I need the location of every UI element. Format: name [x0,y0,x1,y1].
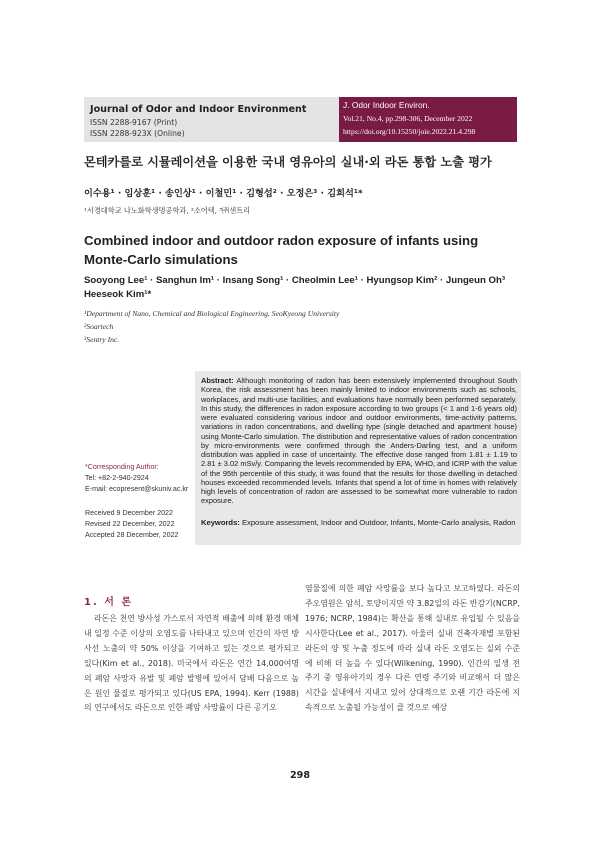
abstract-text: Although monitoring of radon has been extensively implemented throughout South Korea, the risk assessment has been mainly limited to indoor environments such as schools, workplaces, and multi-use facilities, and evaluations have normally been performed separately. In this study, the differences in radon exposure according to two groups (< 1 and 1-6 years old) were evaluated considering various indoor and outdoor environments, time-activity patterns, variations in radon concentrations, and dwelling type (single detached and apartment house) using Monte-Carlo simulation. The distribution and representative values of radon concentration by micro-environments were confirmed through the Anders-Darling test, and a uniform distribution was applied in case of uncertainty. The effective dose ranged from 1.81 ± 1.19 to 2.81 ± 3.02 mSv/y. Comparing the levels recommended by EPA, WHO, and ICRP with the value of the 95th percentile of this study, it was found that the results for those dwelling in detached houses exceeded recommended levels. Infants that spend a lot of time in homes with relatively high levels of concentration of radon are assessed to be somewhat more vulnerable to radon exposure. [201,376,517,506]
revised-date: Revised 22 December, 2022 [85,520,175,528]
citation-journal: J. Odor Indoor Environ. [343,100,430,110]
corresponding-tel: Tel: +82-2-940-2924 [85,474,149,482]
issn-online: ISSN 2288-923X (Online) [90,129,185,138]
abstract-label: Abstract: [201,376,234,385]
keywords-label: Keywords: [201,518,240,527]
keywords [201,518,519,528]
body-column-right: 염물질에 의한 폐암 사망률을 보다 높다고 보고하였다. 라돈의 주오염원은 암석, 토양이지만 약 3.82일의 라돈 반감기(NCRP, 1976; NCRP, 1984)는 확산을 통해 실내로 유입될 수 있음을 시사한다(Lee et al., 2017). 아울러 실내 건축자재별 포함된 라돈의 양 및 누출 정도에 따라 실내 라돈 오염도는 실외 수준에 비해 더 높을 수 있다(Wilkening, 1990). 인간의 일생 전 주기 중 영유아기의 경우 다른 연령 주기와 비교해서 더 많은 시간을 실내에서 지내고 있어 상대적으로 오랜 기간 라돈에 지속적으로 노출될 가능성이 클 것으로 예상 [305,584,520,713]
body-column-left: 라돈은 천연 방사성 가스로서 자연적 배출에 의해 환경 매체 내 일정 수준 이상의 오염도를 나타내고 있으며 인간의 자연 방사선 노출의 약 50% 이상을 기여하고 있는 것으로 평가되고 있다(Kim et al., 2018). 미국에서 라돈은 연간 14,000여명의 폐암 사망자 유발 및 폐암 발병에 있어서 담배 다음으로 높은 원인 물질로 평가되고 있다(US EPA, 1994). Kerr (1988)의 연구에서도 라돈으로 인한 폐암 사망률이 다른 공기오 [84,614,299,713]
section-heading-introduction: 1. 서 론 [84,597,134,608]
citation-volume: Vol.21, No.4, pp.298-306, December 2022 [343,114,473,123]
english-affiliation-2: ²Soartech [84,322,114,331]
english-authors-line1: Sooyong Lee¹ · Sanghun Im¹ · Insang Song¹ · Cheolmin Lee¹ · Hyungsop Kim² · Jungeun Oh³ [84,275,506,286]
issn-print: ISSN 2288-9167 (Print) [90,118,178,127]
english-affiliation-3: ³Sentry Inc. [84,335,120,344]
corresponding-author-label: *Corresponding Author: [85,463,159,471]
received-date: Received 9 December 2022 [85,509,173,517]
english-authors-line2: Heeseok Kim¹* [84,289,152,300]
journal-name: Journal of Odor and Indoor Environment [90,104,307,115]
accepted-date: Accepted 28 December, 2022 [85,531,179,539]
english-affiliation-1: ¹Department of Nano, Chemical and Biological Engineering, SeoKyeong University [84,309,340,318]
abstract [201,376,517,506]
corresponding-email[interactable]: E-mail: ecopresent@skuniv.ac.kr [85,485,189,493]
doi-link[interactable]: https://doi.org/10.15250/joie.2022.21.4.298 [343,127,476,136]
english-authors [84,274,524,302]
korean-title: 몬테카를로 시뮬레이션을 이용한 국내 영유아의 실내·외 라돈 통합 노출 평가 [84,155,492,169]
keywords-text: Exposure assessment, Indoor and Outdoor, Infants, Monte-Carlo analysis, Radon [241,518,516,527]
page-number: 298 [289,770,311,781]
korean-authors: 이수용¹ · 임상훈¹ · 송인상¹ · 이철민¹ · 김형섭² · 오정은³ · 김희석¹* [84,188,363,199]
english-title: Combined indoor and outdoor radon exposure of infants using Monte-Carlo simulations [84,233,479,267]
korean-affiliations: ¹서경대학교 나노화학생명공학과, ²소어텍, ³㈜센트리 [84,206,251,215]
